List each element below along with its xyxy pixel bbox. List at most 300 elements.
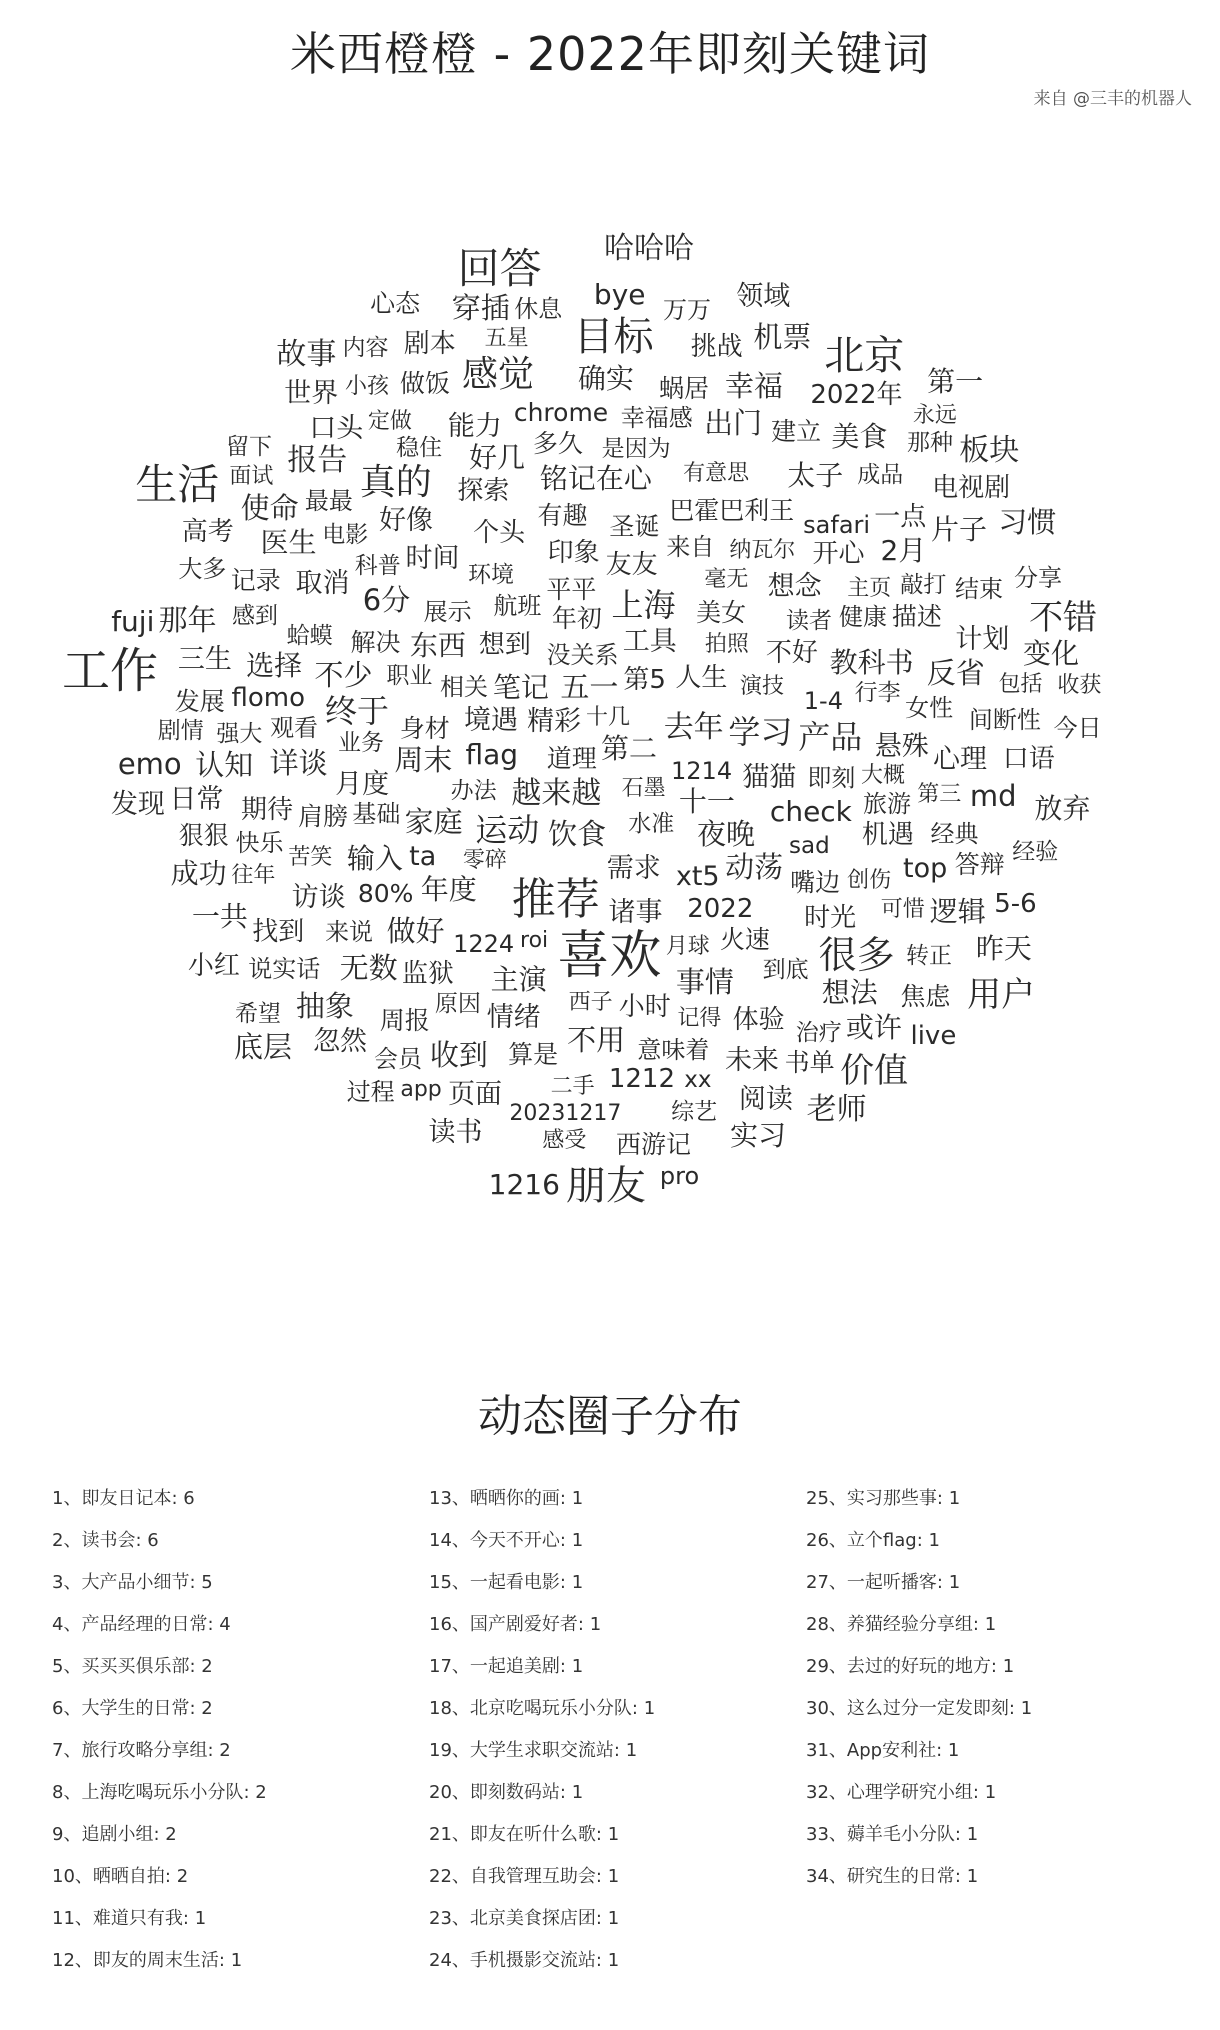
cloud-word: 有趣 — [537, 501, 588, 531]
cloud-word: 蜗居 — [658, 373, 709, 403]
cloud-word: 月度 — [335, 768, 390, 800]
cloud-word: 幸福感 — [620, 404, 693, 433]
cloud-word: 主页 — [847, 576, 892, 602]
cloud-word: 运动 — [475, 810, 540, 849]
cloud-word: 悬殊 — [874, 730, 929, 762]
cloud-word: 定做 — [367, 408, 412, 434]
cloud-word: 即刻 — [807, 764, 856, 793]
cloud-word: 小时 — [618, 992, 671, 1023]
cloud-word: 电影 — [322, 521, 369, 548]
cloud-word: 昨天 — [975, 931, 1032, 965]
cloud-word: 北京 — [824, 333, 905, 380]
cloud-word: 第三 — [917, 782, 962, 808]
cloud-word: 幸福 — [725, 369, 784, 404]
cloud-word: 探索 — [457, 476, 510, 507]
cloud-word: 圣诞 — [609, 511, 660, 541]
circle-column-3 — [806, 1478, 1182, 1982]
cloud-word: 时间 — [405, 542, 460, 574]
cloud-word: 成品 — [857, 461, 904, 488]
cloud-word: 期待 — [241, 795, 294, 826]
cloud-word: 2月 — [880, 534, 927, 568]
cloud-word: 片子 — [931, 512, 988, 546]
circle-item: 22、自我管理互助会: 1 — [429, 1866, 620, 1887]
cloud-word: 航班 — [493, 592, 542, 621]
cloud-word: 电视剧 — [932, 472, 1011, 503]
cloud-word: 很多 — [818, 932, 895, 977]
cloud-word: 做饭 — [399, 368, 450, 398]
cloud-word: 年初 — [551, 604, 602, 634]
cloud-word: fuji — [111, 604, 155, 638]
cloud-word: 嘴边 — [790, 868, 841, 898]
circle-item: 5、买买买俱乐部: 2 — [52, 1656, 213, 1677]
circle-column-2 — [429, 1478, 805, 1982]
cloud-word: 学习 — [728, 712, 793, 751]
cloud-word: 家庭 — [404, 804, 463, 839]
circle-item: 2、读书会: 6 — [52, 1530, 159, 1551]
section-title: 动态圈子分布 — [478, 1391, 742, 1442]
cloud-word: 结束 — [954, 574, 1003, 603]
cloud-word: 职业 — [386, 663, 433, 690]
circle-item: 17、一起追美剧: 1 — [429, 1656, 584, 1677]
cloud-word: 来自 — [666, 532, 715, 561]
cloud-word: 感觉 — [462, 354, 535, 396]
cloud-word: 有意思 — [683, 460, 750, 486]
cloud-word: 拍照 — [704, 632, 749, 658]
cloud-word: 面试 — [229, 464, 274, 490]
cloud-word: 抽象 — [295, 988, 354, 1023]
cloud-word: 快乐 — [235, 829, 284, 858]
cloud-word: 实习 — [729, 1119, 786, 1153]
cloud-word: 是因为 — [601, 435, 671, 462]
cloud-word: 饮食 — [548, 816, 607, 851]
circle-list — [52, 1478, 1182, 1982]
cloud-word: 女性 — [905, 694, 954, 723]
cloud-word: 页面 — [448, 1079, 503, 1111]
cloud-word: 习惯 — [998, 504, 1057, 539]
cloud-word: 五星 — [484, 326, 529, 352]
cloud-word: 终于 — [325, 691, 390, 730]
cloud-word: 往年 — [231, 862, 276, 888]
cloud-word: 取消 — [295, 568, 350, 600]
cloud-word: 计划 — [955, 624, 1010, 656]
cloud-word: 焦虑 — [900, 981, 951, 1011]
circle-item: 13、晒晒你的画: 1 — [429, 1488, 584, 1509]
cloud-word: 高考 — [181, 517, 234, 548]
cloud-word: 第5 — [623, 665, 666, 696]
cloud-word: 综艺 — [671, 1098, 718, 1125]
cloud-word: 生活 — [135, 459, 220, 509]
circle-item: 7、旅行攻略分享组: 2 — [52, 1740, 231, 1761]
cloud-word: 逻辑 — [929, 894, 986, 928]
cloud-word: 阅读 — [738, 1083, 793, 1115]
cloud-word: 价值 — [840, 1051, 909, 1092]
cloud-word: 访谈 — [291, 882, 346, 914]
cloud-word: 成功 — [170, 856, 227, 890]
cloud-word: 希望 — [234, 1000, 281, 1027]
cloud-word: 不好 — [765, 637, 818, 668]
cloud-word: 日常 — [169, 783, 224, 815]
cloud-word: 1-4 — [803, 687, 843, 716]
cloud-word: 工作 — [62, 643, 159, 700]
circle-item: 32、心理学研究小组: 1 — [806, 1782, 997, 1803]
cloud-word: 那年 — [158, 603, 217, 637]
cloud-word: 喜欢 — [557, 925, 662, 986]
cloud-word: 建立 — [771, 416, 822, 446]
cloud-word: 算是 — [508, 1039, 559, 1069]
cloud-word: 领域 — [736, 281, 791, 313]
cloud-word: 读者 — [785, 608, 832, 635]
cloud-word: 三生 — [177, 644, 232, 676]
source-credit: 来自 @三丰的机器人 — [1033, 89, 1192, 109]
cloud-word: 收到 — [429, 1037, 488, 1072]
cloud-word: 回答 — [457, 243, 542, 293]
cloud-word: 记录 — [230, 566, 281, 596]
cloud-word: 穿插 — [451, 291, 510, 326]
cloud-word: 小红 — [187, 950, 240, 981]
circle-item: 3、大产品小细节: 5 — [52, 1572, 213, 1593]
cloud-word: 旅游 — [863, 790, 912, 819]
cloud-word: 开心 — [812, 538, 865, 569]
cloud-word: 80% — [357, 878, 414, 908]
cloud-word: 零碎 — [462, 847, 507, 873]
cloud-word: 20231217 — [509, 1101, 622, 1127]
circle-item: 29、去过的好玩的地方: 1 — [806, 1656, 1015, 1677]
cloud-word: 工具 — [622, 625, 677, 657]
cloud-word: 2022年 — [810, 379, 903, 410]
cloud-word: 印象 — [547, 537, 600, 568]
circle-item: 12、即友的周末生活: 1 — [52, 1950, 243, 1971]
cloud-word: 去年 — [663, 710, 724, 746]
cloud-word: xx — [684, 1067, 712, 1094]
cloud-word: 境遇 — [464, 705, 519, 737]
cloud-word: 道理 — [546, 743, 597, 773]
word-cloud — [0, 120, 1220, 1320]
circle-item: 4、产品经理的日常: 4 — [52, 1614, 231, 1635]
cloud-word: 意味着 — [637, 1035, 710, 1064]
circle-item: 6、大学生的日常: 2 — [52, 1698, 213, 1719]
cloud-word: 苦笑 — [288, 844, 333, 870]
cloud-word: 好像 — [378, 505, 433, 537]
circle-item: 18、北京吃喝玩乐小分队: 1 — [429, 1698, 656, 1719]
cloud-word: 教科书 — [829, 645, 914, 679]
circle-item: 27、一起听播客: 1 — [806, 1572, 961, 1593]
cloud-word: 过程 — [346, 1078, 395, 1107]
cloud-word: 大多 — [178, 555, 227, 584]
cloud-word: 6分 — [362, 583, 411, 618]
cloud-word: 剧情 — [157, 717, 204, 744]
cloud-word: 认知 — [195, 748, 254, 783]
cloud-word: 读书 — [428, 1117, 483, 1149]
cloud-word: 笔记 — [492, 670, 549, 704]
cloud-word: 忽然 — [313, 1025, 368, 1057]
cloud-word: 第一 — [927, 364, 984, 398]
cloud-word: roi — [520, 928, 549, 954]
cloud-word: 相关 — [440, 673, 489, 702]
cloud-word: 哈哈哈 — [603, 231, 694, 267]
cloud-word: 健康 — [838, 602, 887, 631]
cloud-word: 感受 — [542, 1127, 587, 1153]
cloud-word: 狠狠 — [178, 821, 229, 851]
cloud-word: 变化 — [1023, 636, 1080, 670]
cloud-word: 产品 — [798, 718, 863, 756]
cloud-word: 周末 — [394, 742, 453, 777]
cloud-word: 永远 — [912, 402, 957, 428]
cloud-word: 水准 — [628, 811, 675, 838]
cloud-word: 办法 — [450, 777, 497, 804]
cloud-word: safari — [803, 510, 871, 539]
cloud-word: 想法 — [821, 975, 878, 1009]
circle-item: 30、这么过分一定发即刻: 1 — [806, 1698, 1033, 1719]
cloud-word: 或许 — [845, 1011, 902, 1045]
cloud-word: 不用 — [567, 1023, 626, 1058]
cloud-word: 第二 — [600, 731, 657, 765]
cloud-word: 书单 — [784, 1048, 835, 1078]
cloud-word: 发展 — [174, 686, 225, 716]
circle-item: 16、国产剧爱好者: 1 — [429, 1614, 602, 1635]
cloud-word: 敲打 — [900, 572, 947, 599]
cloud-word: 人生 — [675, 662, 728, 693]
cloud-word: 故事 — [276, 336, 337, 372]
cloud-word: 情绪 — [486, 1002, 541, 1034]
circle-item: 8、上海吃喝玩乐小分队: 2 — [52, 1782, 267, 1803]
cloud-word: check — [769, 795, 852, 829]
cloud-word: 内容 — [342, 335, 389, 362]
cloud-word: 主演 — [490, 962, 547, 996]
cloud-word: 西子 — [568, 990, 613, 1016]
cloud-word: emo — [117, 747, 182, 782]
cloud-word: 十几 — [586, 705, 631, 730]
cloud-word: 今日 — [1053, 713, 1102, 742]
cloud-word: 猫猫 — [742, 761, 797, 793]
cloud-word: 不少 — [314, 657, 373, 692]
circle-item: 34、研究生的日常: 1 — [806, 1866, 979, 1887]
circle-column-1 — [52, 1478, 428, 1982]
cloud-word: 心态 — [370, 289, 421, 319]
cloud-word: 5-6 — [994, 888, 1037, 919]
cloud-word: 机遇 — [861, 820, 914, 851]
circle-item: 23、北京美食探店团: 1 — [429, 1908, 620, 1929]
cloud-word: live — [910, 1021, 957, 1052]
cloud-word: 纳瓦尔 — [729, 537, 796, 563]
cloud-word: 未来 — [724, 1044, 779, 1076]
cloud-word: 原因 — [434, 990, 481, 1017]
cloud-word: 铭记在心 — [539, 461, 652, 495]
cloud-word: 确实 — [577, 362, 634, 396]
cloud-word: 需求 — [606, 852, 661, 884]
cloud-word: 会员 — [373, 1044, 422, 1073]
cloud-word: 收获 — [1057, 673, 1102, 699]
cloud-word: 没关系 — [546, 640, 619, 669]
cloud-word: 监狱 — [401, 958, 454, 989]
cloud-word: 想念 — [767, 571, 822, 603]
circle-item: 11、难道只有我: 1 — [52, 1908, 207, 1929]
cloud-word: 一点 — [874, 501, 927, 532]
circle-item: 19、大学生求职交流站: 1 — [429, 1740, 638, 1761]
page-title: 米西橙橙 - 2022年即刻关键词 — [290, 27, 930, 81]
cloud-word: 放弃 — [1034, 791, 1091, 825]
cloud-word: 时光 — [804, 902, 857, 933]
cloud-word: 真的 — [359, 462, 432, 504]
cloud-word: 来说 — [325, 917, 374, 946]
cloud-word: 说实话 — [248, 954, 321, 983]
cloud-word: 毫无 — [704, 567, 749, 593]
cloud-word: 年度 — [420, 873, 477, 907]
cloud-word: 休息 — [514, 294, 563, 323]
cloud-word: 动荡 — [725, 850, 784, 885]
cloud-word: 事情 — [675, 964, 734, 999]
cloud-word: 二手 — [550, 1073, 595, 1099]
cloud-word: 可惜 — [880, 896, 925, 922]
cloud-word: 演技 — [739, 673, 784, 699]
cloud-word: 答辩 — [954, 849, 1005, 879]
cloud-word: sad — [789, 833, 830, 860]
cloud-word: 机票 — [753, 320, 812, 355]
cloud-word: 友友 — [605, 549, 658, 580]
circle-item: 14、今天不开心: 1 — [429, 1530, 584, 1551]
cloud-word: 2022 — [687, 894, 754, 925]
cloud-word: 火速 — [719, 924, 770, 954]
cloud-word: 那种 — [906, 429, 953, 456]
cloud-word: 找到 — [252, 917, 305, 948]
cloud-word: 巴霍巴利王 — [669, 495, 795, 525]
circle-item: 28、养猫经验分享组: 1 — [806, 1614, 997, 1635]
circle-item: 1、即友日记本: 6 — [52, 1488, 195, 1509]
cloud-word: 使命 — [240, 490, 299, 525]
cloud-word: 发现 — [110, 788, 165, 820]
cloud-word: 展示 — [423, 598, 472, 627]
cloud-word: bye — [593, 277, 646, 311]
cloud-word: 到底 — [762, 956, 809, 983]
cloud-word: 平平 — [546, 574, 597, 604]
cloud-word: 好几 — [468, 441, 525, 475]
cloud-word: 报告 — [287, 443, 348, 479]
circle-item: 21、即友在听什么歌: 1 — [429, 1824, 620, 1845]
circle-item: 15、一起看电影: 1 — [429, 1572, 584, 1593]
cloud-word: 一共 — [191, 899, 248, 933]
cloud-word: 美食 — [831, 420, 888, 454]
cloud-word: 西游记 — [615, 1129, 691, 1159]
cloud-word: 不错 — [1029, 597, 1098, 638]
cloud-word: 世界 — [284, 377, 339, 409]
circle-item: 10、晒晒自拍: 2 — [52, 1866, 189, 1887]
cloud-word: 创伤 — [847, 867, 892, 893]
cloud-word: 挑战 — [690, 332, 743, 363]
cloud-word: 心理 — [932, 743, 987, 775]
circle-item: 24、手机摄影交流站: 1 — [429, 1950, 620, 1971]
cloud-word: 选择 — [246, 648, 303, 682]
cloud-word: 1214 — [671, 756, 733, 785]
cloud-word: md — [969, 779, 1017, 814]
cloud-word: 肩膀 — [298, 802, 349, 832]
cloud-word: 个头 — [473, 517, 526, 548]
cloud-word: 转正 — [905, 943, 952, 970]
cloud-word: 业务 — [338, 729, 384, 756]
cloud-word: 能力 — [447, 410, 502, 442]
cloud-word: 分享 — [1014, 564, 1063, 593]
cloud-word: 诸事 — [608, 896, 663, 928]
cloud-word: 详谈 — [269, 746, 328, 781]
cloud-word: 观看 — [270, 713, 319, 742]
cloud-word: 底层 — [233, 1030, 292, 1065]
cloud-word: 环境 — [467, 562, 514, 589]
cloud-word: 小孩 — [344, 373, 389, 399]
cloud-word: 万万 — [663, 296, 712, 325]
cloud-word: 口头 — [309, 412, 364, 444]
cloud-word: 推荐 — [511, 874, 600, 926]
cloud-word: 美女 — [696, 598, 747, 628]
cloud-word: 包括 — [998, 671, 1043, 697]
cloud-word: 输入 — [346, 841, 403, 875]
cloud-word: flomo — [231, 682, 305, 713]
cloud-word: 朋友 — [565, 1162, 646, 1209]
cloud-word: chrome — [513, 398, 609, 428]
cloud-word: 身材 — [399, 713, 450, 743]
cloud-word: 最最 — [304, 486, 353, 515]
cloud-word: 多久 — [532, 428, 583, 458]
cloud-word: 1216 — [488, 1167, 560, 1201]
cloud-word: 经典 — [930, 819, 979, 848]
cloud-word: 做好 — [386, 914, 445, 949]
cloud-word: 目标 — [573, 313, 654, 360]
cloud-word: app — [400, 1076, 442, 1102]
cloud-word: 月球 — [665, 933, 710, 959]
cloud-word: 五一 — [560, 670, 619, 705]
cloud-word: 周报 — [379, 1006, 430, 1036]
cloud-word: 描述 — [891, 602, 942, 632]
circle-item: 20、即刻数码站: 1 — [429, 1782, 584, 1803]
cloud-word: 科普 — [354, 553, 401, 580]
cloud-word: 蛤蟆 — [286, 622, 333, 649]
cloud-word: 越来越 — [511, 776, 602, 812]
cloud-word: pro — [659, 1162, 700, 1191]
circle-item: 25、实习那些事: 1 — [806, 1488, 961, 1509]
cloud-word: 夜晚 — [697, 816, 756, 851]
cloud-word: 行李 — [854, 679, 901, 706]
cloud-word: 间断性 — [968, 706, 1041, 735]
cloud-word: 东西 — [409, 628, 466, 662]
circle-item: 31、App安利社: 1 — [806, 1740, 960, 1761]
cloud-word: 无数 — [339, 951, 398, 986]
circle-item: 33、薅羊毛小分队: 1 — [806, 1824, 979, 1845]
cloud-word: 1224 — [453, 929, 515, 958]
cloud-word: 口语 — [1002, 744, 1055, 775]
cloud-word: 老师 — [806, 1091, 867, 1127]
cloud-word: 体验 — [732, 1005, 785, 1036]
cloud-word: 十一 — [678, 784, 735, 818]
cloud-word: 上海 — [611, 585, 676, 624]
cloud-word: xt5 — [675, 861, 720, 893]
cloud-word: 强大 — [216, 721, 263, 748]
cloud-word: 板块 — [959, 433, 1020, 469]
cloud-word: flag — [465, 738, 519, 772]
circle-item: 26、立个flag: 1 — [806, 1530, 940, 1551]
cloud-word: 记得 — [677, 1005, 722, 1031]
cloud-word: 医生 — [260, 525, 317, 559]
cloud-word: 治疗 — [795, 1019, 842, 1046]
cloud-word: 经验 — [1012, 838, 1059, 865]
cloud-word: 出门 — [704, 406, 763, 441]
cloud-word: 稳住 — [396, 434, 443, 461]
cloud-word: 用户 — [967, 975, 1036, 1016]
cloud-word: 太子 — [787, 458, 844, 492]
cloud-word: top — [903, 853, 948, 885]
cloud-word: 感到 — [231, 602, 278, 629]
cloud-word: 基础 — [352, 800, 401, 829]
cloud-word: 解决 — [350, 628, 401, 658]
cloud-word: 剧本 — [403, 329, 456, 360]
cloud-word: 精彩 — [527, 706, 582, 738]
circle-item: 9、追剧小组: 2 — [52, 1824, 177, 1845]
